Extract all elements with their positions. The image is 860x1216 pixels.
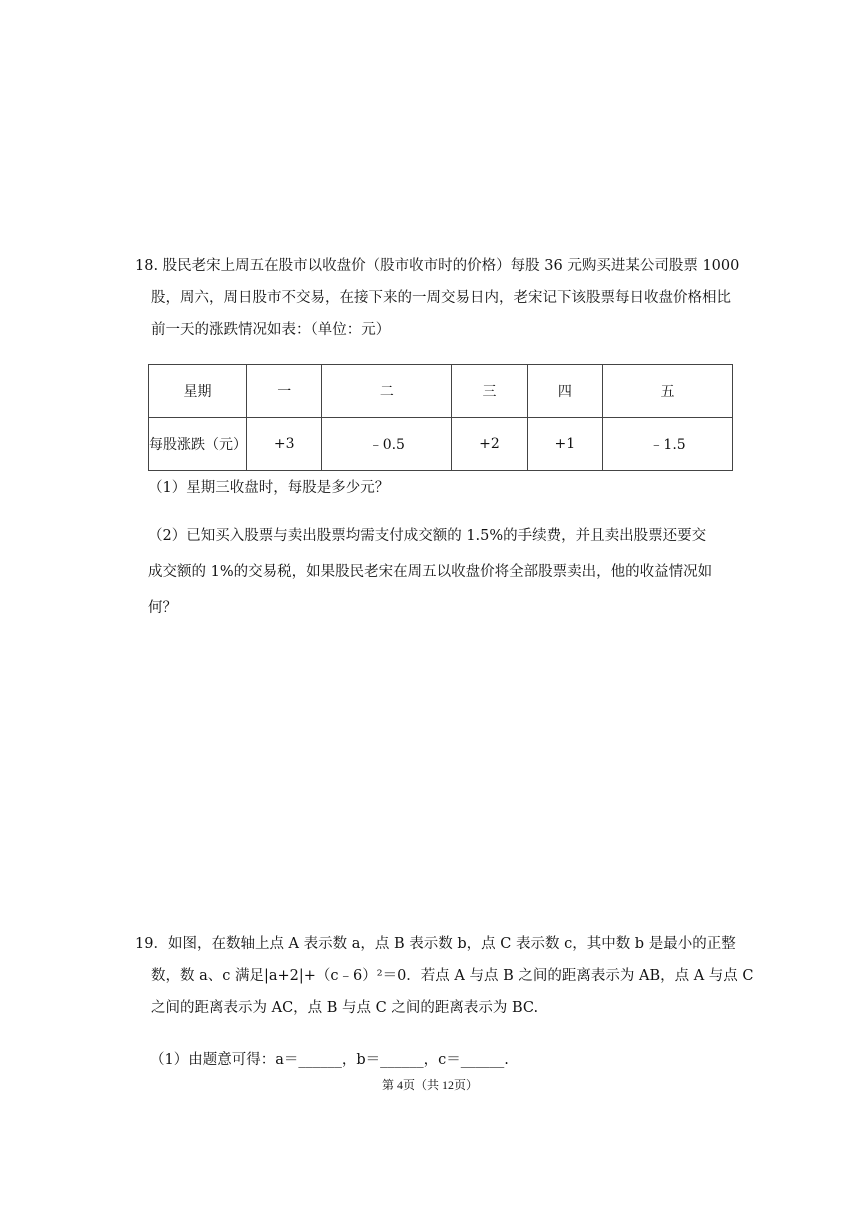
table-cell: +3 [247,418,322,471]
table-cell: 四 [527,365,602,418]
table-cell: 二 [322,365,452,418]
q18-sub-question-1: （1）星期三收盘时，每股是多少元？ [148,480,390,496]
stock-change-table [148,364,733,471]
table-header-row [149,365,733,418]
table-cell: 五 [603,365,733,418]
q18-sub-question-2 [148,518,738,626]
table-cell: +2 [452,418,527,471]
q18-sub2-line-1: （2）已知买入股票与卖出股票均需支付成交额的 1.5%的手续费，并且卖出股票还要交 [148,528,707,544]
q18-line-1: 18. 股民老宋上周五在股市以收盘价（股市收市时的价格）每股 36 元购买进某公司股票 1000 [135,258,740,274]
q19-line-3: 之间的距离表示为 AC，点 B 与点 C 之间的距离表示为 BC. [151,1000,539,1016]
q19-line-2: 数，数 a、c 满足|a+2|+（c﹣6）²＝0．若点 A 与点 B 之间的距离表示为 AB，点 A 与点 C [151,968,754,984]
q18-line-3: 前一天的涨跌情况如表：（单位：元） [151,322,391,338]
table-cell: 三 [452,365,527,418]
q18-sub2-line-3: 何？ [148,600,177,616]
question-19 [135,928,754,1024]
table-cell: 一 [247,365,322,418]
q18-line-2: 股，周六，周日股市不交易，在接下来的一周交易日内，老宋记下该股票每日收盘价格相比 [151,290,731,306]
table-row [149,418,733,471]
question-18 [135,250,740,346]
table-cell: +1 [527,418,602,471]
page-footer: 第 4页（共 12页） [381,1078,478,1092]
q19-sub-question-1: （1）由题意可得：a＝______，b＝______，c＝______. [150,1052,509,1068]
q18-sub2-line-2: 成交额的 1%的交易税，如果股民老宋在周五以收盘价将全部股票卖出，他的收益情况如 [148,564,713,580]
q19-line-1: 19．如图，在数轴上点 A 表示数 a，点 B 表示数 b，点 C 表示数 c，其中数 b 是最小的正整 [135,936,736,952]
table-cell: ﹣0.5 [322,418,452,471]
table-cell: 星期 [149,365,247,418]
table-cell: ﹣1.5 [603,418,733,471]
table-cell: 每股涨跌（元） [149,418,247,471]
